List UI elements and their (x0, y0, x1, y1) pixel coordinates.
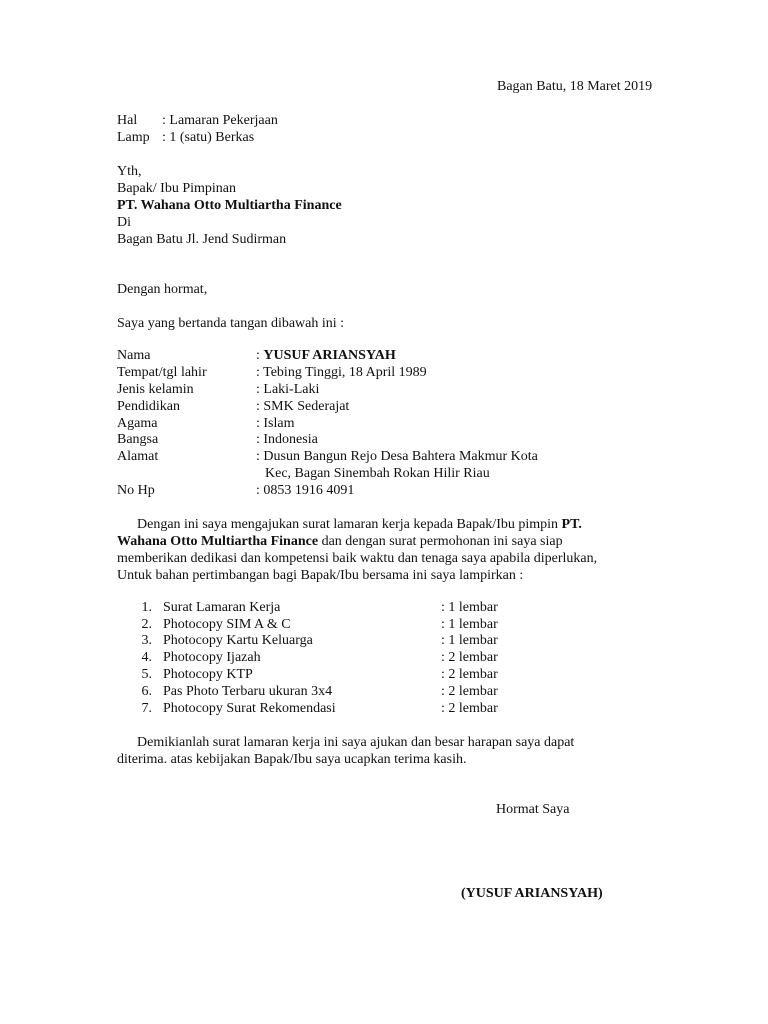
identity-value: : Islam (256, 416, 295, 431)
identity-row-agama (117, 415, 637, 432)
applicant-name: YUSUF ARIANSYAH (263, 348, 396, 363)
company-name: Wahana Otto Multiartha Finance (117, 534, 319, 549)
meta-label: Lamp (117, 130, 150, 145)
identity-value: : 0853 1916 4091 (256, 483, 355, 498)
identity-value: Kec, Bagan Sinembah Rokan Hilir Riau (265, 466, 490, 481)
body-line-3: memberikan dedikasi dan kompetensi baik waktu dan tenaga saya apabila diperlukan, (117, 551, 598, 566)
identity-value: : SMK Sederajat (256, 399, 350, 414)
meta-label: Hal (117, 113, 138, 128)
identity-label: Alamat (117, 449, 159, 464)
attachment-item: 1. Surat Lamaran Kerja : 1 lembar (141, 600, 498, 615)
identity-value: : Dusun Bangun Rejo Desa Bahtera Makmur Kota (256, 449, 538, 464)
identity-label: Agama (117, 416, 158, 431)
recipient-title: Bapak/ Ibu Pimpinan (117, 181, 236, 196)
identity-value: : Tebing Tinggi, 18 April 1989 (256, 365, 427, 380)
attachment-item: 5. Photocopy KTP : 2 lembar (141, 667, 498, 682)
identity-row-jenis-kelamin (117, 381, 637, 398)
identity-value: : YUSUF ARIANSYAH (256, 348, 396, 363)
attachment-item: 3. Photocopy Kartu Keluarga : 1 lembar (141, 633, 498, 648)
attachment-item: 6. Pas Photo Terbaru ukuran 3x4 : 2 lembar (141, 684, 498, 699)
recipient-company: PT. Wahana Otto Multiartha Finance (117, 198, 342, 213)
identity-row-pendidikan (117, 398, 637, 415)
identity-label: Tempat/tgl lahir (117, 365, 207, 380)
identity-row-ttl (117, 364, 637, 381)
body-line-2: Wahana Otto Multiartha Finance dan dengan surat permohonan ini saya siap (117, 534, 563, 549)
identity-row-alamat (117, 448, 637, 465)
body-line-1: Dengan ini saya mengajukan surat lamaran kerja kepada Bapak/Ibu pimpin PT. (137, 517, 582, 532)
identity-row-nama (117, 347, 637, 364)
identity-row-bangsa (117, 431, 637, 448)
signoff: Hormat Saya (496, 802, 570, 817)
body-line-4: Untuk bahan pertimbangan bagi Bapak/Ibu bersama ini saya lampirkan : (117, 568, 524, 583)
identity-label: Jenis kelamin (117, 382, 194, 397)
closing-line-2: diterima. atas kebijakan Bapak/Ibu saya ucapkan terima kasih. (117, 752, 467, 767)
closing-line-1: Demikianlah surat lamaran kerja ini saya ajukan dan besar harapan saya dapat (137, 735, 575, 750)
attachment-item: 7. Photocopy Surat Rekomendasi : 2 lembar (141, 701, 498, 716)
recipient-address: Bagan Batu Jl. Jend Sudirman (117, 232, 287, 247)
identity-label: Pendidikan (117, 399, 180, 414)
identity-label: Bangsa (117, 432, 159, 447)
identity-value: : Laki-Laki (256, 382, 320, 397)
recipient-yth: Yth, (117, 164, 142, 179)
recipient-di: Di (117, 215, 131, 230)
meta-value: : 1 (satu) Berkas (162, 130, 255, 145)
salutation: Dengan hormat, (117, 282, 208, 297)
intro-line: Saya yang bertanda tangan dibawah ini : (117, 316, 345, 331)
place-date: Bagan Batu, 18 Maret 2019 (497, 79, 653, 94)
attachment-item: 4. Photocopy Ijazah : 2 lembar (141, 650, 498, 665)
attachment-item: 2. Photocopy SIM A & C : 1 lembar (141, 617, 498, 632)
meta-value: : Lamaran Pekerjaan (162, 113, 278, 128)
signature-name: (YUSUF ARIANSYAH) (461, 886, 603, 901)
identity-value: : Indonesia (256, 432, 318, 447)
identity-row-hp (117, 482, 637, 499)
identity-label: Nama (117, 348, 151, 363)
identity-label: No Hp (117, 483, 155, 498)
identity-row-alamat-cont (117, 465, 637, 482)
